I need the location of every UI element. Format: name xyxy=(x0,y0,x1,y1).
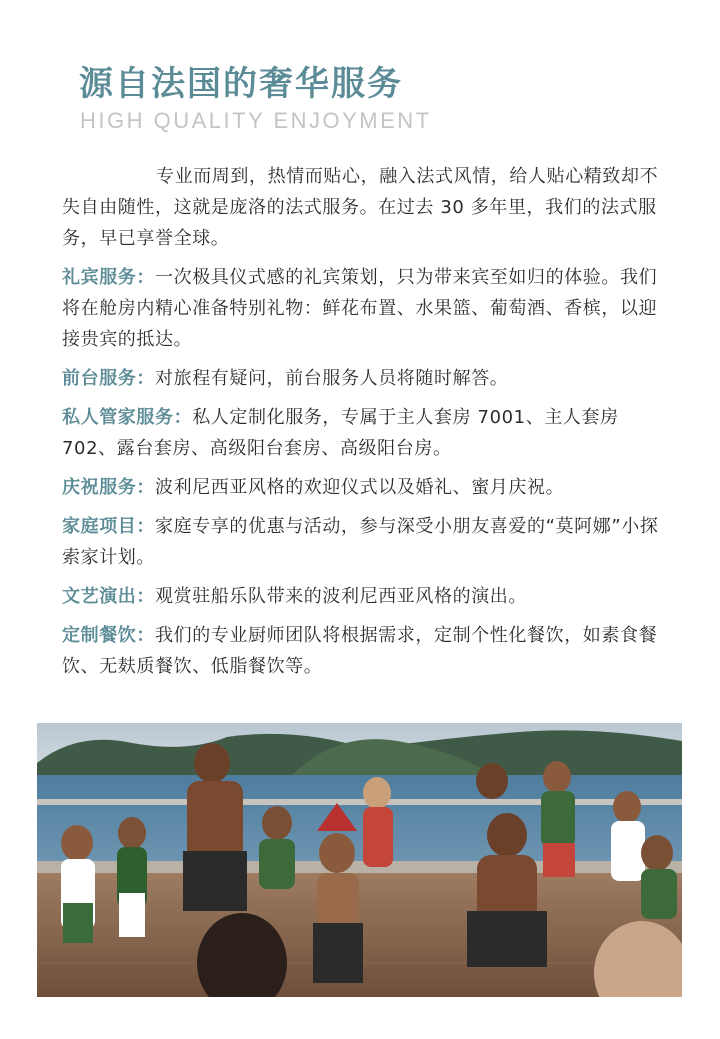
page-subtitle: HIGH QUALITY ENJOYMENT xyxy=(80,108,432,133)
service-text: 一次极具仪式感的礼宾策划，只为带来宾至如归的体验。我们将在舱房内精心准备特别礼物：鲜花布置、水果篮、葡萄酒、香槟，以迎接贵宾的抵达。 xyxy=(62,267,658,350)
service-text: 我们的专业厨师团队将根据需求，定制个性化餐饮，如素食餐饮、无麸质餐饮、低脂餐饮等。 xyxy=(62,625,658,677)
service-text: 对旅程有疑问，前台服务人员将随时解答。 xyxy=(155,368,509,389)
service-text: 家庭专享的优惠与活动，参与深受小朋友喜爱的“莫阿娜”小探索家计划。 xyxy=(62,516,659,568)
service-item-concierge xyxy=(62,262,668,355)
service-label: 礼宾服务： xyxy=(62,267,155,288)
service-item-dining xyxy=(62,620,668,682)
service-item-front-desk xyxy=(62,363,668,394)
service-text: 私人定制化服务，专属于主人套房 7001、主人套房 702、露台套房、高级阳台套房、高级阳台房。 xyxy=(62,407,619,459)
service-item-family xyxy=(62,511,668,573)
service-label: 前台服务： xyxy=(62,368,155,389)
photo-illustration xyxy=(37,723,682,997)
service-item-butler xyxy=(62,402,668,464)
service-label: 私人管家服务： xyxy=(62,407,193,428)
service-content xyxy=(62,161,668,690)
service-text: 观赏驻船乐队带来的波利尼西亚风格的演出。 xyxy=(155,586,527,607)
service-label: 家庭项目： xyxy=(62,516,155,537)
service-label: 庆祝服务： xyxy=(62,477,155,498)
polynesian-dance-photo xyxy=(37,723,682,997)
service-item-celebration xyxy=(62,472,668,503)
service-item-performance xyxy=(62,581,668,612)
service-label: 文艺演出： xyxy=(62,586,155,607)
page-title: 源自法国的奢华服务 xyxy=(79,64,403,104)
intro-paragraph: 专业而周到，热情而贴心，融入法式风情，给人贴心精致却不失自由随性，这就是庞洛的法式服务。在过去 30 多年里，我们的法式服务，早已享誉全球。 xyxy=(62,166,659,249)
service-text: 波利尼西亚风格的欢迎仪式以及婚礼、蜜月庆祝。 xyxy=(155,477,565,498)
service-label: 定制餐饮： xyxy=(62,625,155,646)
